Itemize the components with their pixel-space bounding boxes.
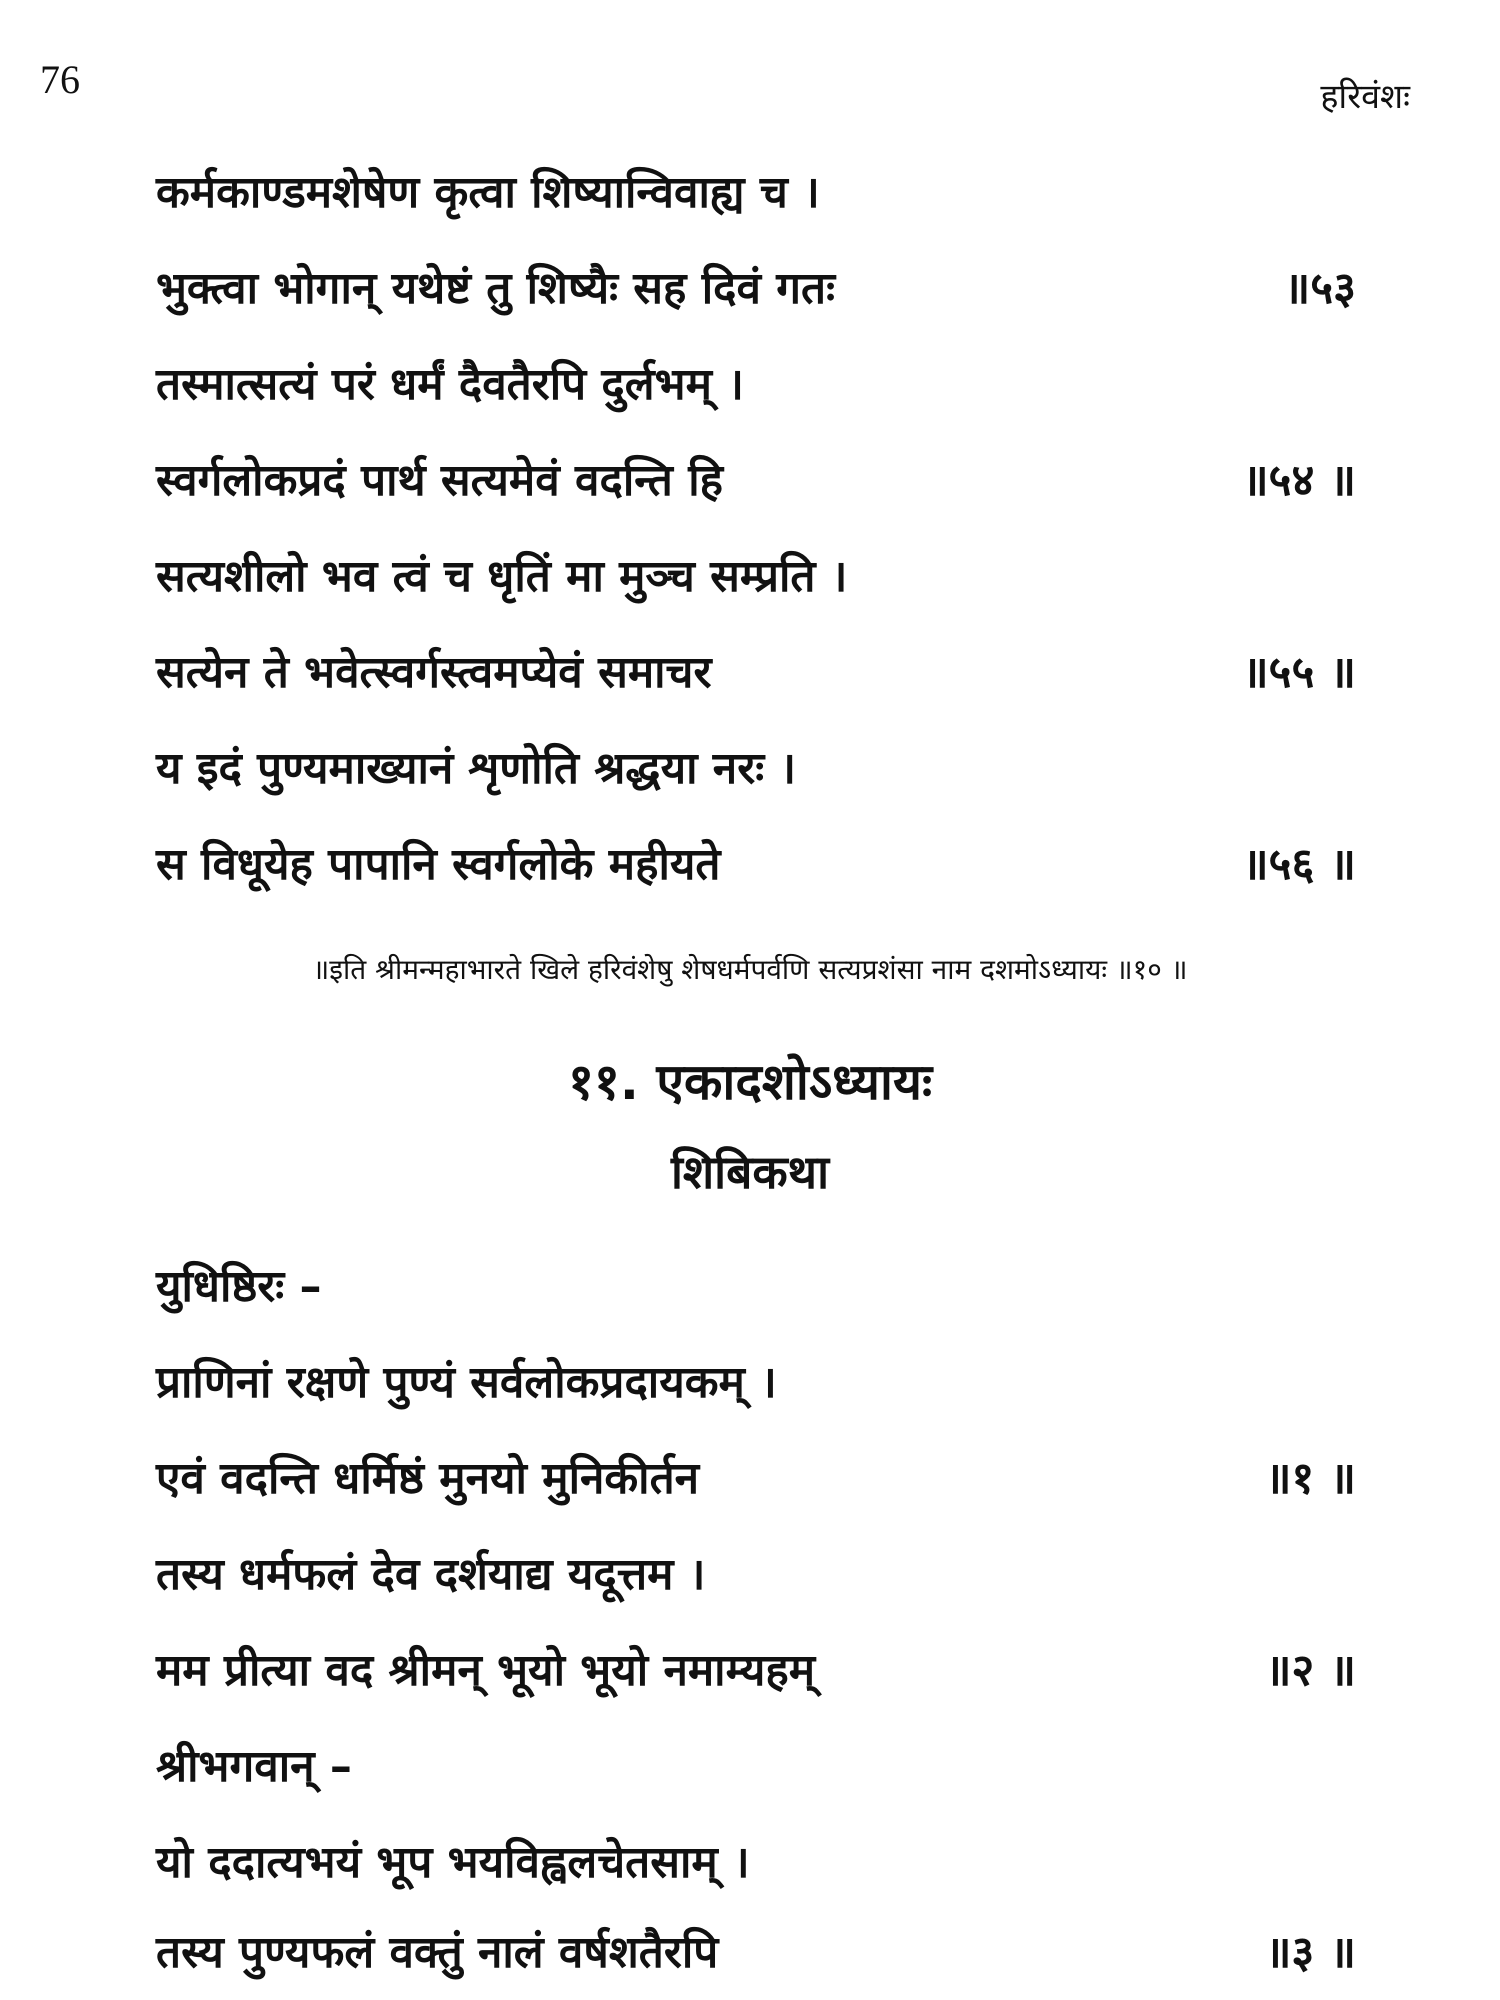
- verse-text: स्वर्गलोकप्रदं पार्थ सत्यमेवं वदन्ति हि: [156, 455, 723, 506]
- verse-number: ॥५६ ॥: [1242, 839, 1356, 890]
- page-number: 76: [40, 57, 80, 102]
- verse-line: [156, 832, 1356, 898]
- verse-text: स विधूयेह पापानि स्वर्गलोके महीयते: [156, 839, 721, 890]
- speaker-label: युधिष्ठिरः –: [156, 1261, 322, 1312]
- speaker-line: [156, 1254, 1356, 1320]
- verse-line: [156, 1350, 1356, 1416]
- verse-text: कर्मकाण्डमशेषेण कृत्वा शिष्यान्विवाह्य च ।: [156, 167, 820, 218]
- verse-text: प्राणिनां रक्षणे पुण्यं सर्वलोकप्रदायकम् ।: [156, 1357, 777, 1408]
- verse-line: [156, 1638, 1356, 1704]
- verse-number: ॥१ ॥: [1265, 1453, 1356, 1504]
- verse-line: [156, 352, 1356, 418]
- verse-number: ॥५४ ॥: [1242, 455, 1356, 506]
- verse-text: तस्मात्सत्यं परं धर्मं दैवतैरपि दुर्लभम् ।: [156, 359, 744, 410]
- verse-text: तस्य धर्मफलं देव दर्शयाद्य यदूत्तम ।: [156, 1549, 706, 1600]
- verse-text: एवं वदन्ति धर्मिष्ठं मुनयो मुनिकीर्तन: [156, 1453, 700, 1504]
- verse-line: [156, 640, 1356, 706]
- verse-line: [156, 160, 1356, 226]
- verse-line: [156, 256, 1356, 322]
- verse-text: सत्यशीलो भव त्वं च धृतिं मा मुञ्च सम्प्रति ।: [156, 551, 848, 602]
- verse-number: ॥२ ॥: [1265, 1645, 1356, 1696]
- running-head: हरिवंशः: [1320, 77, 1410, 117]
- verse-text: मम प्रीत्या वद श्रीमन् भूयो भूयो नमाम्यहम्: [156, 1645, 816, 1696]
- verse-number: ॥३ ॥: [1265, 1927, 1356, 1978]
- verse-number: ॥५५ ॥: [1242, 647, 1356, 698]
- chapter-title: ११. एकादशोऽध्यायः: [567, 1053, 933, 1111]
- verse-number: ॥५३: [1283, 263, 1356, 314]
- speaker-label: श्रीभगवान् –: [156, 1741, 352, 1792]
- verse-line: [156, 544, 1356, 610]
- speaker-line: [156, 1734, 1356, 1800]
- verse-line: [156, 736, 1356, 802]
- verse-line: [156, 1446, 1356, 1512]
- chapter-colophon: ॥इति श्रीमन्महाभारते खिले हरिवंशेषु शेषधर्मपर्वणि सत्यप्रशंसा नाम दशमोऽध्यायः ॥१० ॥: [312, 953, 1188, 986]
- verse-text: तस्य पुण्यफलं वक्तुं नालं वर्षशतैरपि: [156, 1927, 719, 1978]
- verse-text: य इदं पुण्यमाख्यानं शृणोति श्रद्धया नरः ।: [156, 743, 797, 794]
- verse-text: भुक्त्वा भोगान् यथेष्टं तु शिष्यैः सह दिवं गतः: [156, 263, 836, 314]
- chapter-subtitle: शिबिकथा: [670, 1145, 829, 1199]
- verse-text: सत्येन ते भवेत्स्वर्गस्त्वमप्येवं समाचर: [156, 647, 712, 698]
- verse-line: [156, 1830, 1356, 1896]
- verse-line: [156, 1920, 1356, 1986]
- verse-line: [156, 1542, 1356, 1608]
- verse-text: यो ददात्यभयं भूप भयविह्वलचेतसाम् ।: [156, 1837, 750, 1888]
- verse-line: [156, 448, 1356, 514]
